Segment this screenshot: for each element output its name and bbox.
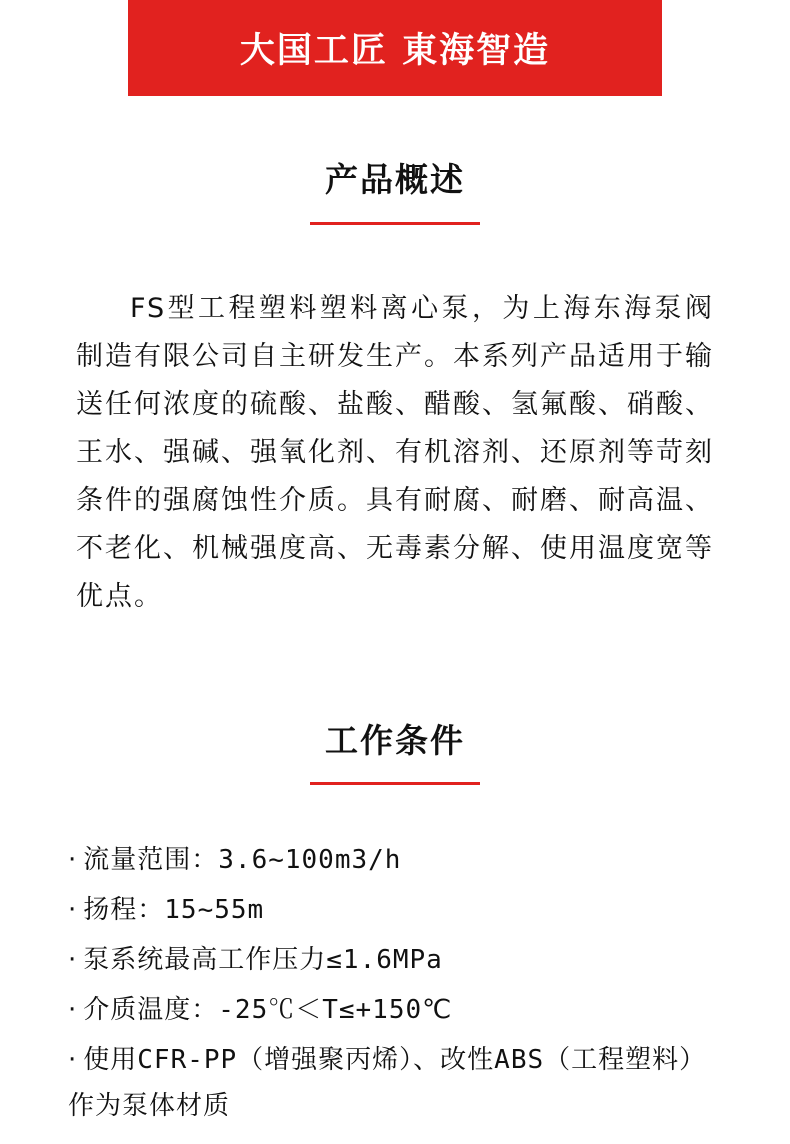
section-underline [310, 782, 480, 785]
list-item [68, 837, 722, 883]
list-item [68, 937, 722, 983]
section-title: 工作条件 [325, 720, 465, 760]
list-item-label: 使用CFR-PP（增强聚丙烯）、改性ABS（工程塑料）作为泵体材质 [68, 1045, 707, 1122]
section-heading-block [64, 160, 726, 225]
spec-list [64, 837, 726, 1129]
bullet-icon: · [68, 945, 78, 976]
bullet-icon: · [68, 895, 78, 926]
list-item-label: 流量范围：3.6~100m3/h [83, 845, 402, 876]
section-underline [310, 222, 480, 225]
overview-paragraph: FS型工程塑料塑料离心泵，为上海东海泵阀制造有限公司自主研发生产。本系列产品适用于输送任何浓度的硫酸、盐酸、醋酸、氢氟酸、硝酸、王水、强碱、强氧化剂、有机溶剂、还原剂等苛刻条件的强腐蚀性介质。具有耐腐、耐磨、耐高温、不老化、机械强度高、无毒素分解、使用温度宽等优点。 [76, 292, 714, 612]
list-item-label: 介质温度：-25℃＜T≤+150℃ [83, 995, 453, 1026]
list-item-label: 泵系统最高工作压力≤1.6MPa [83, 945, 443, 976]
section-working-conditions [0, 721, 790, 1130]
bullet-icon: · [68, 1045, 78, 1076]
header-banner [0, 0, 790, 96]
banner-title: 大国工匠 東海智造 [239, 31, 551, 71]
bullet-icon: · [68, 845, 78, 876]
section-heading-block [64, 721, 726, 786]
list-item-label: 扬程：15~55m [83, 895, 265, 926]
list-item [68, 887, 722, 933]
list-item [68, 987, 722, 1033]
bullet-icon: · [68, 995, 78, 1026]
section-title: 产品概述 [325, 160, 465, 199]
section-product-overview [0, 160, 790, 621]
list-item [68, 1037, 722, 1129]
